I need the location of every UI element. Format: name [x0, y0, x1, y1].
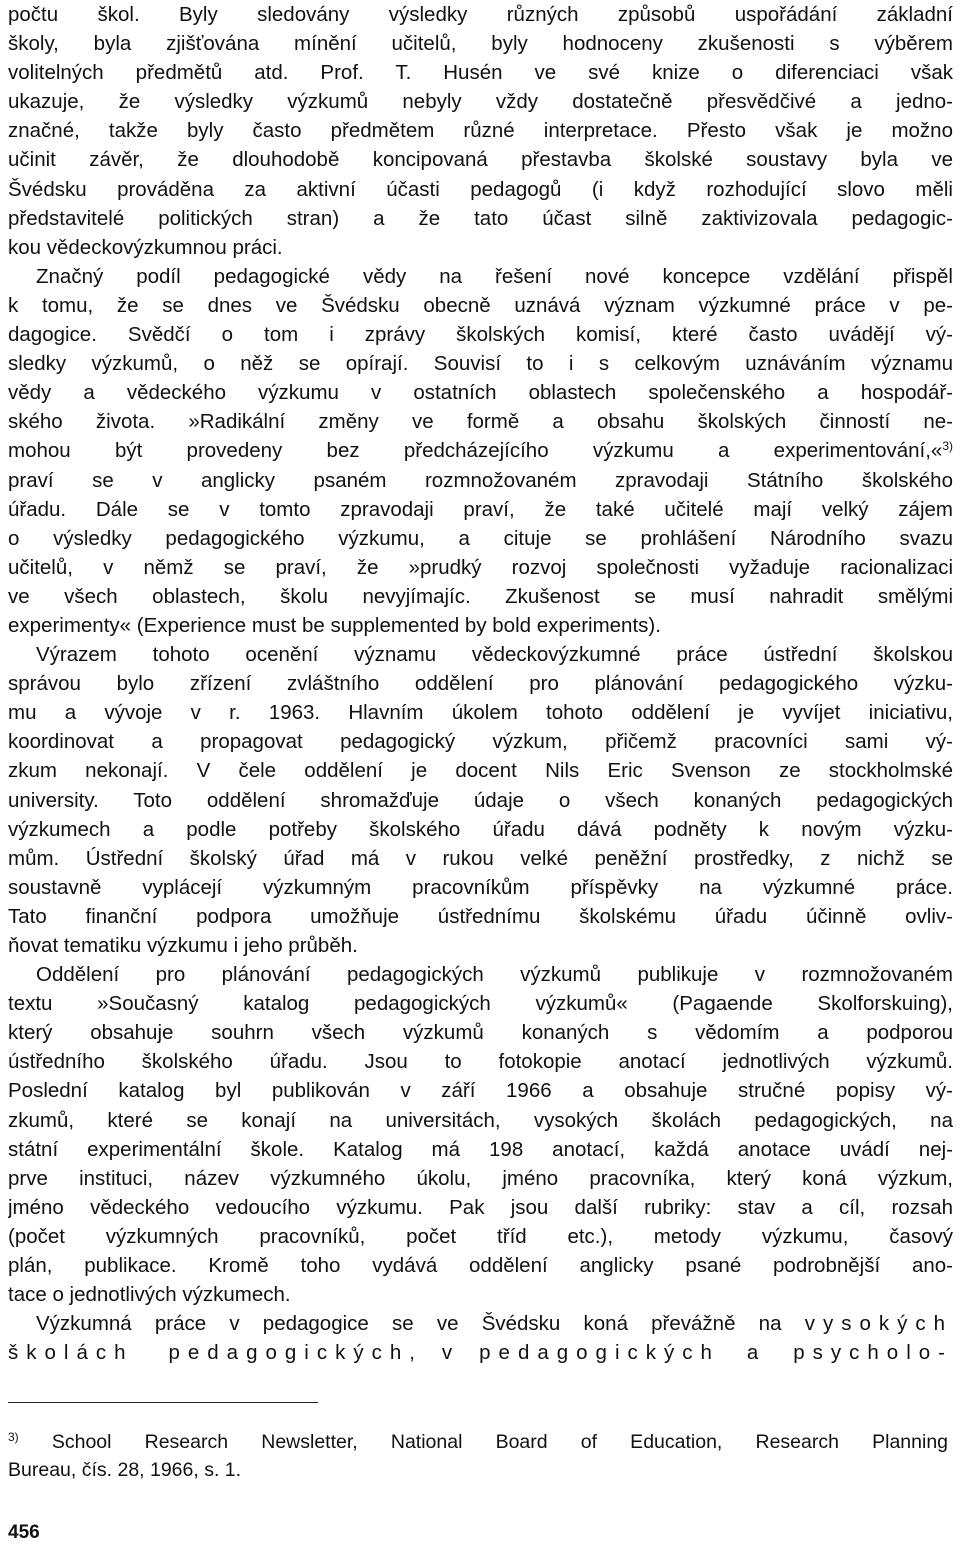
text-line: [8, 1309, 953, 1338]
text-line: školy, byla zjišťována mínění učitelů, byly hodnoceny zkušenosti s výběrem: [8, 32, 953, 56]
footnote-line: Bureau, čís. 28, 1966, s. 1.: [8, 1459, 242, 1481]
text-line: university. Toto oddělení shromažďuje údaje o všech konaných pedagogických: [8, 788, 953, 812]
text-line: [8, 1338, 953, 1367]
text-line: praví se v anglicky psaném rozmnožovaném zpravodaji Státního školského: [8, 468, 953, 492]
text-line: volitelných předmětů atd. Prof. T. Husén ve své knize o diferenciaci však: [8, 61, 953, 85]
text-line: představitelé politických stran) a že tato účast silně zaktivizovala pedagogic-: [8, 206, 953, 230]
text-line: kou vědeckovýzkumnou práci.: [8, 235, 283, 259]
text-line: prve instituci, název výzkumného úkolu, jméno pracovníka, který koná výzkum,: [8, 1166, 953, 1190]
text-line: státní experimentální škole. Katalog má 198 anotací, každá anotace uvádí nej-: [8, 1137, 953, 1161]
text-line: ského života. »Radikální změny ve formě a obsahu školských činností ne-: [8, 410, 953, 434]
text-line: který obsahuje souhrn všech výzkumů konaných s vědomím a podporou: [8, 1021, 953, 1045]
footnote-marker: 3): [8, 1430, 19, 1444]
text-line: ňovat tematiku výzkumu i jeho průběh.: [8, 934, 358, 957]
emphasized-text: pedagogických: [479, 1341, 720, 1365]
emphasized-text: školách pedagogických: [8, 1341, 410, 1365]
text-line: textu »Současný katalog pedagogických výzkumů« (Pagaende Skolforskuing),: [8, 992, 953, 1016]
text-line: učitelů, v němž se praví, že »prudký rozvoj společnosti vyžaduje racionalizaci: [8, 555, 953, 579]
text-line: Tato finanční podpora umožňuje ústřednímu školskému úřadu účinně ovliv-: [8, 904, 953, 928]
text-line: zkum nekonají. V čele oddělení je docent Nils Eric Svenson ze stockholmské: [8, 759, 953, 783]
text-line: učinit závěr, že dlouhodobě koncipovaná přestavba školské soustavy byla ve: [8, 148, 953, 172]
footnote-text: School Research Newsletter, National Board of Education, Research Planning: [51, 1431, 948, 1453]
page-body: [8, 0, 953, 1367]
text-line: [8, 436, 953, 465]
text-line: značné, takže byly často předmětem různé interpretace. Přesto však je možno: [8, 119, 953, 143]
text-line: o výsledky pedagogického výzkumu, a cituje se prohlášení Národního svazu: [8, 526, 953, 550]
text-line: (počet výzkumných pracovníků, počet tříd etc.), metody výzkumu, časový: [8, 1224, 953, 1248]
text-span: mohou být provedeny bez předcházejícího výzkumu a experimentování,«: [8, 439, 943, 463]
text-line: Oddělení pro plánování pedagogických výzkumů publikuje v rozmnožovaném: [36, 963, 953, 987]
text-line: soustavně vyplácejí výzkumným pracovníkům příspěvky na výzkumné práce.: [8, 875, 953, 899]
text-span: Výzkumná práce v pedagogice se ve Švédsku koná převážně na: [36, 1312, 782, 1336]
text-line: ve všech oblastech, školu nevyjímajíc. Zkušenost se musí nahradit smělými: [8, 584, 953, 608]
text-line: experimenty« (Experience must be supplemented by bold experiments).: [8, 613, 661, 637]
text-line: úřadu. Dále se v tomto zpravodaji praví, že také učitelé mají velký zájem: [8, 497, 953, 521]
text-line: mu a vývoje v r. 1963. Hlavním úkolem tohoto oddělení je vyvíjet iniciativu,: [8, 701, 953, 725]
text-line: Poslední katalog byl publikován v září 1966 a obsahuje stručné popisy vý-: [8, 1079, 953, 1103]
emphasized-text: vysokých: [804, 1312, 953, 1336]
text-line: ukazuje, že výsledky výzkumů nebyly vždy dostatečně přesvědčivé a jedno-: [8, 90, 953, 114]
text-line: tace o jednotlivých výzkumech.: [8, 1283, 291, 1307]
page-number: 456: [8, 1522, 40, 1543]
footnote: [8, 1428, 948, 1484]
text-line: vědy a vědeckého výzkumu v ostatních oblastech společenského a hospodář-: [8, 381, 953, 405]
emphasized-text: a: [746, 1341, 767, 1365]
text-line: jméno vědeckého vedoucího výzkumu. Pak jsou další rubriky: stav a cíl, rozsah: [8, 1195, 953, 1219]
text-line: Švédsku prováděna za aktivní účasti pedagogů (i když rozhodující slovo měli: [8, 177, 953, 201]
text-line: zkumů, které se konají na universitách, vysokých školách pedagogických, na: [8, 1108, 953, 1132]
text-line: sledky výzkumů, o něž se opírají. Souvisí to i s celkovým uznáváním významu: [8, 352, 953, 376]
text-line: výzkumech a podle potřeby školského úřadu dává podněty k novým výzku-: [8, 817, 953, 841]
text-line: dagogice. Svědčí o tom i zprávy školských komisí, které často uvádějí vý-: [8, 323, 953, 347]
text-line: k tomu, že se dnes ve Švédsku obecně uznává význam výzkumné práce v pe-: [8, 293, 953, 317]
footnote-reference: 3): [942, 439, 953, 454]
text-line: plán, publikace. Kromě toho vydává oddělení anglicky psané podrobnější ano-: [8, 1254, 953, 1278]
text-line: koordinovat a propagovat pedagogický výzkum, přičemž pracovníci sami vý-: [8, 730, 953, 754]
text-line: správou bylo zřízení zvláštního oddělení pro plánování pedagogického výzku-: [8, 672, 953, 696]
text-line: Výrazem tohoto ocenění významu vědeckovýzkumné práce ústřední školskou: [36, 643, 953, 667]
text-span: , v: [409, 1341, 453, 1365]
text-line: počtu škol. Byly sledovány výsledky různých způsobů uspořádání základní: [8, 3, 953, 26]
text-line: ústředního školského úřadu. Jsou to fotokopie anotací jednotlivých výzkumů.: [8, 1050, 953, 1074]
emphasized-text: psycholo-: [793, 1341, 953, 1365]
text-line: Značný podíl pedagogické vědy na řešení nové koncepce vzdělání přispěl: [36, 264, 953, 288]
footnote-divider: [8, 1402, 318, 1403]
text-line: mům. Ústřední školský úřad má v rukou velké peněžní prostředky, z nichž se: [8, 846, 953, 870]
footnote-line: [8, 1428, 948, 1456]
